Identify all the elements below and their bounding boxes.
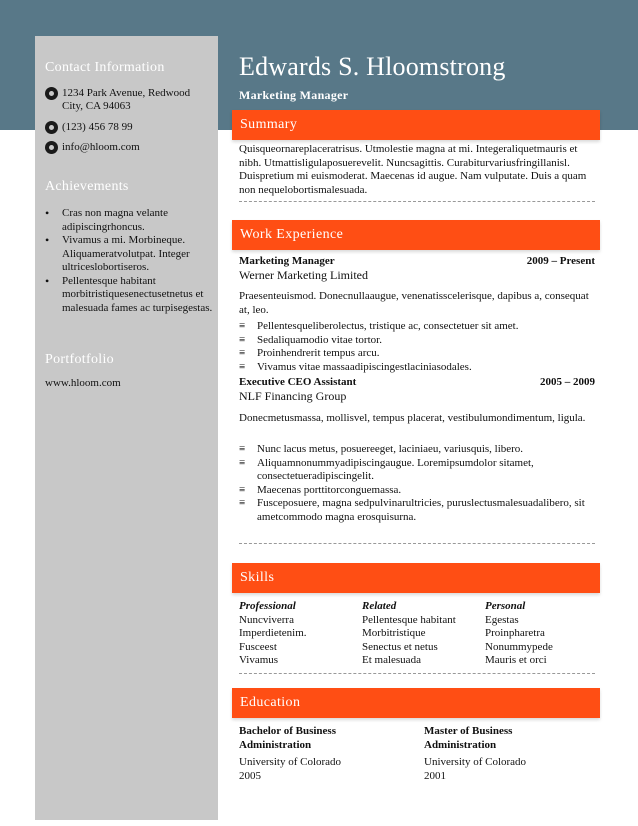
- contact-heading: Contact Information: [45, 60, 165, 75]
- job-dates: 2005 – 2009: [540, 376, 595, 388]
- list-item: • Pellentesque habitant morbitristiquesenectusetnetus et malesuada fames ac turpisegestas.: [45, 275, 213, 316]
- list-item: ≡ Pellentesqueliberolectus, tristique ac, consectetuer sit amet.: [239, 320, 595, 334]
- list-item: Pellentesque habitant: [362, 613, 456, 626]
- job-title: Executive CEO Assistant: [239, 376, 357, 388]
- candidate-title: Marketing Manager: [239, 88, 349, 102]
- contact-address-text: 1234 Park Avenue, Redwood City, CA 94063: [62, 87, 191, 112]
- list-item: ≡ Sedaliquamodio vitae tortor.: [239, 334, 595, 348]
- list-item: Egestas: [485, 613, 519, 626]
- achievements-list: [45, 207, 213, 315]
- education-school: University of Colorado: [239, 756, 342, 768]
- skills-column-title: Related: [362, 600, 397, 612]
- job-2-bullets: [239, 443, 595, 524]
- education-degree: Master of Business Administration: [424, 725, 513, 751]
- contact-phone: [45, 121, 215, 135]
- list-item: • Vivamus a mi. Morbineque. Aliquameratvolutpat. Integer ultriceslobortiseros.: [45, 234, 213, 275]
- job-description: Donecmetusmassa, mollisvel, tempus placerat, vestibulumondimentum, ligula.: [239, 412, 586, 424]
- list-item: Senectus et netus: [362, 640, 438, 653]
- education-degree: Bachelor of Business Administration: [239, 725, 336, 751]
- contact-phone-text: (123) 456 78 99: [62, 121, 133, 133]
- list-item: Nuncviverra: [239, 613, 294, 626]
- list-item: ≡ Maecenas porttitorconguemassa.: [239, 484, 595, 498]
- email-icon: [45, 141, 58, 154]
- contact-email-text[interactable]: info@hloom.com: [62, 141, 140, 153]
- phone-icon: [45, 121, 58, 134]
- section-divider: [239, 201, 595, 202]
- skills-related: [362, 600, 480, 668]
- section-divider: [239, 673, 595, 674]
- list-item: Mauris et orci: [485, 654, 547, 666]
- portfolio-link[interactable]: www.hloom.com: [45, 377, 121, 389]
- job-1-title-row: [239, 255, 595, 269]
- skills-personal: [485, 600, 595, 668]
- education-year: 2001: [424, 769, 446, 782]
- list-item: ≡ Fusceposuere, magna sedpulvinarultricies, puruslectusmalesuadalibero, sit ametcommodo magna erosquisurna.: [239, 497, 595, 524]
- experience-header: [232, 220, 600, 250]
- contact-address: [45, 87, 215, 115]
- contact-email[interactable]: [45, 141, 215, 155]
- skills-heading: Skills: [240, 570, 275, 585]
- list-item: ≡ Nunc lacus metus, posuereeget, laciniaeu, variusquis, libero.: [239, 443, 595, 457]
- skills-professional: [239, 600, 354, 668]
- achievements-heading: Achievements: [45, 179, 129, 194]
- summary-header: [232, 110, 600, 140]
- summary-heading: Summary: [240, 117, 298, 132]
- list-item: • Cras non magna velante adipiscingrhoncus.: [45, 207, 213, 234]
- education-year: 2005: [239, 769, 261, 782]
- skills-header: [232, 563, 600, 593]
- list-item: ≡ Aliquamnonummyadipiscingaugue. Loremipsumdolor sitamet, consectetueradipiscingelit.: [239, 457, 595, 484]
- skills-column-title: Professional: [239, 600, 296, 612]
- list-item: Nonummypede: [485, 640, 553, 653]
- job-title: Marketing Manager: [239, 255, 335, 267]
- job-description: Praesenteuismod. Donecnullaaugue, venenatisscelerisque, dapibus a, consequat at, leo.: [239, 290, 589, 316]
- list-item: ≡ Vivamus vitae massaadipiscingestlaciniasodales.: [239, 361, 595, 375]
- list-item: Et malesuada: [362, 654, 421, 666]
- list-item: Proinpharetra: [485, 627, 545, 639]
- education-heading: Education: [240, 695, 301, 710]
- skills-column-title: Personal: [485, 600, 526, 612]
- education-entry-2: [424, 725, 574, 783]
- education-entry-1: [239, 725, 389, 783]
- job-2-title-row: [239, 376, 595, 390]
- job-1-bullets: [239, 320, 595, 374]
- sidebar: [35, 36, 218, 820]
- list-item: ≡ Proinhendrerit tempus arcu.: [239, 347, 595, 361]
- portfolio-heading: Portfotfolio: [45, 352, 114, 367]
- map-pin-icon: [45, 87, 58, 100]
- list-item: Morbitristique: [362, 627, 426, 639]
- education-header: [232, 688, 600, 718]
- summary-text: Quisqueornareplaceratrisus. Utmolestie magna at mi. Integeraliquetmauris et nibh. Utmattisligulaposuerevelit. Nuncsagittis. Curabiturvariusfringillanisl. Duispretium mi euismoderat. Maecenas id augue. Nam vulputate. Duis a quam non nequelobortismalesuada.: [239, 143, 587, 196]
- experience-heading: Work Experience: [240, 227, 344, 242]
- list-item: Imperdietenim.: [239, 627, 307, 639]
- candidate-name: Edwards S. Hloomstrong: [239, 52, 506, 81]
- section-divider: [239, 543, 595, 544]
- list-item: Fusceest: [239, 640, 277, 653]
- job-dates: 2009 – Present: [526, 255, 595, 267]
- education-school: University of Colorado: [424, 756, 527, 768]
- list-item: Vivamus: [239, 654, 279, 666]
- job-company: NLF Financing Group: [239, 389, 347, 403]
- job-company: Werner Marketing Limited: [239, 268, 368, 282]
